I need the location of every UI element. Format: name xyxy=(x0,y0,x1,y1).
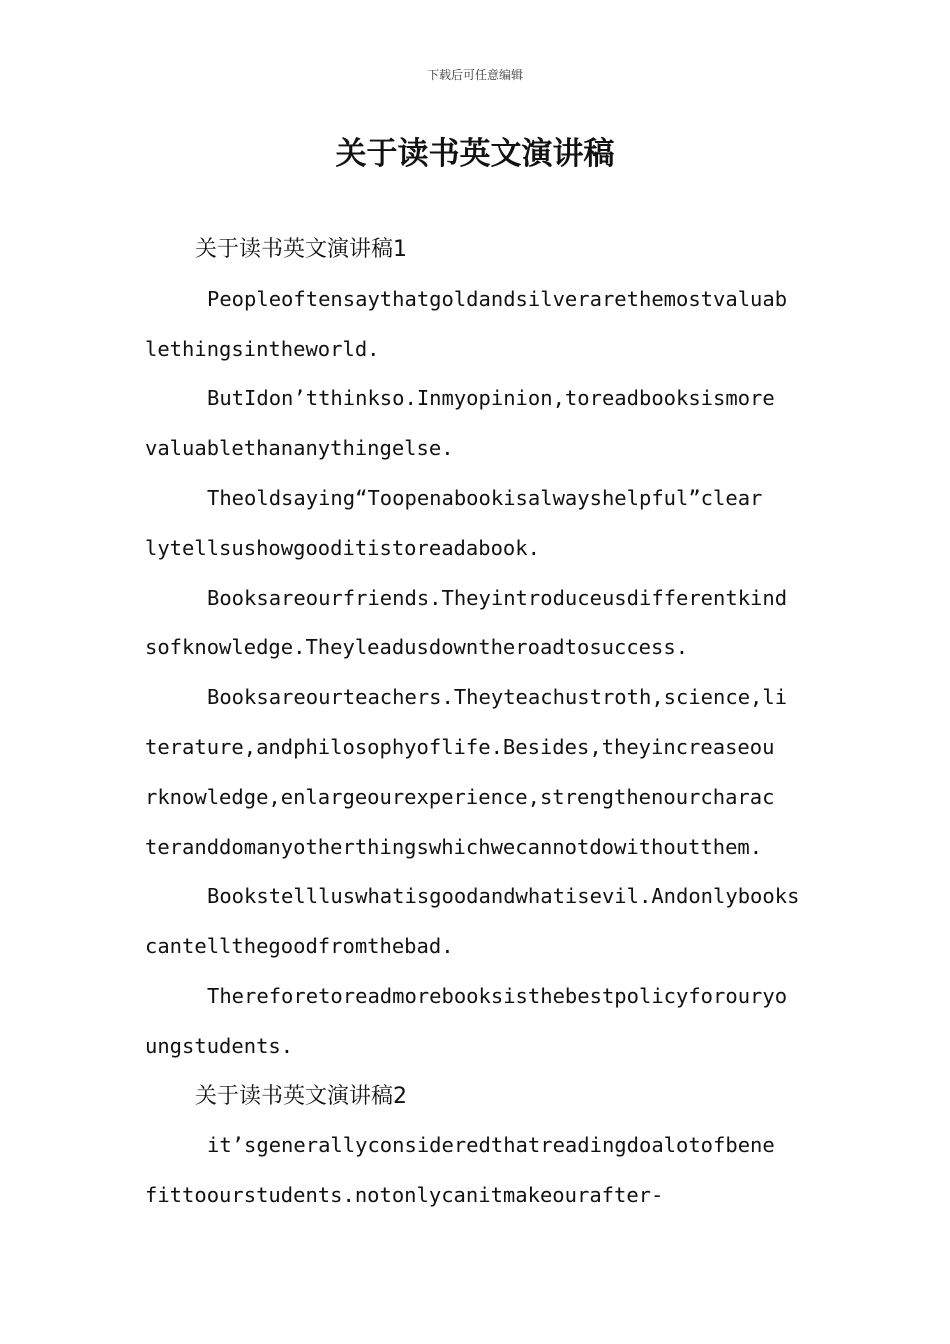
text-line: ungstudents. xyxy=(145,1033,294,1058)
text-line: terature,andphilosophyoflife.Besides,theyincreaseou xyxy=(145,734,775,759)
document-body xyxy=(145,225,810,1221)
text-line: teranddomanyotherthingswhichwecannotdowithoutthem. xyxy=(145,834,763,859)
section-heading: 关于读书英文演讲稿1 xyxy=(195,237,407,262)
document-title: 关于读书英文演讲稿 xyxy=(335,136,615,172)
text-line: it’sgenerallyconsideredthatreadingdoalotofbene xyxy=(207,1133,775,1158)
text-line: fittoourstudents.notonlycanitmakeourafter- xyxy=(145,1183,664,1208)
text-line: lethingsintheworld. xyxy=(145,336,380,361)
text-line: lytellsushowgooditistoreadabook. xyxy=(145,535,540,560)
page-header: 下载后可任意编辑 xyxy=(426,68,523,82)
text-line: cantellthegoodfromthebad. xyxy=(145,934,454,959)
text-line: Theoldsaying“Toopenabookisalwayshelpful”clear xyxy=(207,485,763,510)
text-line: Booksareourteachers.Theyteachustroth,science,li xyxy=(207,685,788,710)
text-line: Peopleoftensaythatgoldandsilverarethemostvaluab xyxy=(207,286,788,311)
text-line: Booksareourfriends.Theyintroduceusdifferentkind xyxy=(207,585,788,610)
text-line: ButIdon’tthinkso.Inmyopinion,toreadbooksismore xyxy=(207,386,775,411)
text-line: Bookstellluswhatisgoodandwhatisevil.Andonlybooks xyxy=(207,884,800,909)
text-line: sofknowledge.Theyleadusdowntheroadtosuccess. xyxy=(145,635,689,660)
text-line: valuablethananythingelse. xyxy=(145,436,454,461)
section-heading: 关于读书英文演讲稿2 xyxy=(195,1083,407,1109)
text-line: rknowledge,enlargeourexperience,strengthenourcharac xyxy=(145,784,775,809)
text-line: Thereforetoreadmorebooksisthebestpolicyforouryo xyxy=(207,983,788,1008)
